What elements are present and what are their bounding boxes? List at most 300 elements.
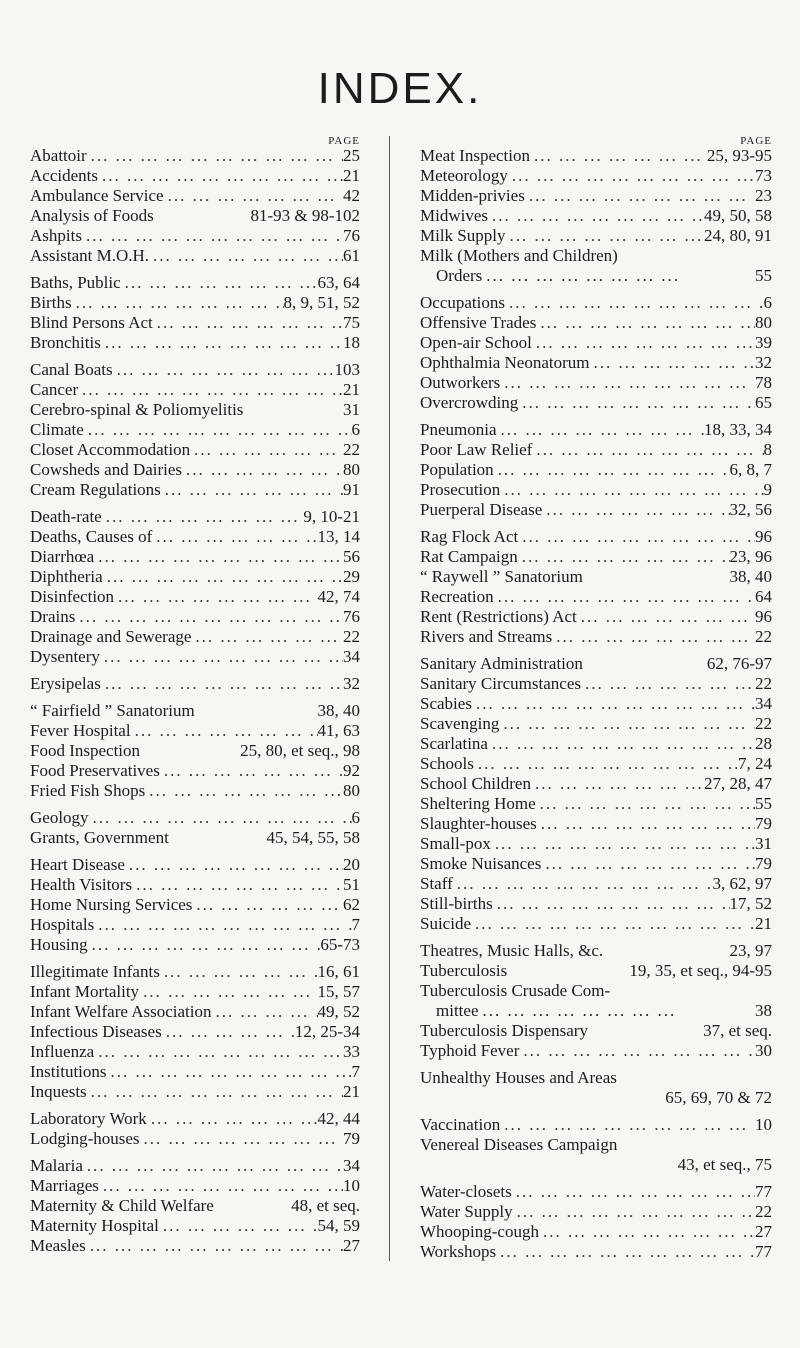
entry-name: “ Raywell ” Sanatorium	[420, 567, 583, 586]
entry-name: Small-pox	[420, 834, 491, 853]
entry-name: Outworkers	[420, 373, 501, 392]
entry-pages: 18, 33, 34	[704, 420, 772, 439]
index-entry	[420, 333, 772, 353]
entry-pages: 21	[343, 380, 360, 399]
leader-dots	[88, 935, 321, 955]
entry-name: Rat Campaign	[420, 547, 518, 566]
entry-name: Occupations	[420, 293, 505, 312]
entry-pages: 23, 96	[729, 547, 772, 566]
index-entry	[30, 1236, 360, 1256]
entry-pages: 20	[343, 855, 360, 874]
index-entry	[30, 962, 360, 982]
entry-name: School Children	[420, 774, 531, 793]
leader-dots	[94, 547, 343, 567]
index-entry	[420, 293, 772, 313]
entry-name: Cancer	[30, 380, 79, 399]
leader-dots	[488, 206, 704, 226]
index-entry	[420, 834, 772, 854]
leader-dots	[488, 734, 755, 754]
entry-name: Marriages	[30, 1176, 99, 1195]
entry-name: Pneumonia	[420, 420, 497, 439]
index-entry	[30, 480, 360, 500]
entry-name: Tuberculosis Dispensary	[420, 1021, 588, 1040]
leader-dots	[182, 460, 343, 480]
index-entry	[420, 353, 772, 373]
entry-name: Venereal Diseases Campaign	[420, 1135, 618, 1154]
entry-name: Orders	[436, 266, 483, 285]
index-entry	[420, 313, 772, 333]
leader-dots	[160, 761, 343, 781]
entry-name: Infant Mortality	[30, 982, 140, 1001]
leader-dots	[101, 333, 343, 353]
entry-name: Inquests	[30, 1082, 87, 1101]
index-entry	[30, 1156, 360, 1176]
entry-name: Unhealthy Houses and Areas	[420, 1068, 617, 1087]
entry-name: Workshops	[420, 1242, 497, 1261]
leader-dots	[192, 895, 343, 915]
leader-dots	[494, 460, 730, 480]
entry-pages: 10	[755, 1115, 772, 1134]
index-entry	[30, 420, 360, 440]
entry-pages: 29	[343, 567, 360, 586]
leader-dots	[152, 527, 317, 547]
leader-dots	[482, 266, 755, 286]
entry-name: Closet Accommodation	[30, 440, 191, 459]
index-entry	[30, 828, 360, 848]
index-entry	[420, 961, 772, 981]
entry-pages: 23, 97	[729, 941, 772, 960]
entry-name: Diarrhœa	[30, 547, 95, 566]
entry-pages: 22	[755, 674, 772, 693]
entry-pages: 21	[755, 914, 772, 933]
entry-name: mittee	[436, 1001, 479, 1020]
entry-pages: 79	[755, 814, 772, 833]
section-gap	[420, 286, 772, 293]
entry-pages: 25, 93-95	[706, 146, 772, 165]
leader-dots	[103, 567, 343, 587]
entry-name: Health Visitors	[30, 875, 133, 894]
entry-name: Scabies	[420, 694, 472, 713]
entry-name: Drainage and Sewerage	[30, 627, 192, 646]
entry-pages: 91	[343, 480, 360, 499]
index-entry	[30, 380, 360, 400]
entry-pages: 34	[343, 647, 360, 666]
section-gap	[30, 955, 360, 962]
entry-name: Scavenging	[420, 714, 500, 733]
index-entry	[30, 627, 360, 647]
leader-dots	[159, 1216, 318, 1236]
index-entry	[420, 654, 772, 674]
index-entry	[30, 875, 360, 895]
index-entry	[420, 1182, 772, 1202]
entry-pages: 92	[343, 761, 360, 780]
index-entry	[420, 1068, 772, 1088]
index-entry	[420, 674, 772, 694]
entry-name: Ambulance Service	[30, 186, 164, 205]
entry-name: Recreation	[420, 587, 494, 606]
entry-name: Influenza	[30, 1042, 95, 1061]
leader-dots	[153, 313, 343, 333]
section-gap	[30, 1149, 360, 1156]
entry-pages: 17, 52	[729, 894, 772, 913]
leader-dots	[525, 186, 755, 206]
entry-name: Assistant M.O.H.	[30, 246, 150, 265]
index-entry	[30, 146, 360, 166]
entry-name: Slaughter-houses	[420, 814, 537, 833]
entry-name: Malaria	[30, 1156, 83, 1175]
section-gap	[30, 667, 360, 674]
index-entry	[30, 226, 360, 246]
entry-name: Typhoid Fever	[420, 1041, 520, 1060]
entry-list-left	[30, 146, 360, 1256]
entry-name: Tuberculosis Crusade Com-	[420, 981, 611, 1000]
entry-pages: 77	[755, 1182, 772, 1201]
index-entry	[420, 914, 772, 934]
entry-pages: 63, 64	[317, 273, 360, 292]
entry-pages: 62	[343, 895, 360, 914]
entry-pages: 21	[343, 1082, 360, 1101]
leader-dots	[494, 587, 755, 607]
leader-dots	[147, 1109, 318, 1129]
index-entry	[30, 166, 360, 186]
section-gap	[420, 1175, 772, 1182]
entry-pages: 34	[755, 694, 772, 713]
entry-name: Home Nursing Services	[30, 895, 193, 914]
entry-name: Ophthalmia Neonatorum	[420, 353, 590, 372]
index-entry	[30, 1129, 360, 1149]
entry-name: Laboratory Work	[30, 1109, 147, 1128]
index-entry	[30, 1216, 360, 1236]
entry-pages: 7	[351, 915, 360, 934]
leader-dots	[211, 1002, 317, 1022]
entry-name: Vaccination	[420, 1115, 501, 1134]
index-entry	[420, 1115, 772, 1135]
index-entry	[30, 527, 360, 547]
leader-dots	[497, 420, 705, 440]
index-entry	[30, 360, 360, 380]
section-gap	[30, 1102, 360, 1109]
entry-name: Dysentery	[30, 647, 100, 666]
entry-name: Analysis of Foods	[30, 206, 154, 225]
index-entry	[30, 313, 360, 333]
entry-name: Prosecution	[420, 480, 501, 499]
index-entry	[30, 246, 360, 266]
index-entry	[30, 400, 360, 420]
leader-dots	[471, 914, 755, 934]
leader-dots	[190, 440, 343, 460]
entry-name: Overcrowding	[420, 393, 519, 412]
entry-pages: 8	[763, 440, 772, 459]
entry-pages: 61	[343, 246, 360, 265]
entry-pages: 41, 63	[317, 721, 360, 740]
entry-name: Fried Fish Shops	[30, 781, 146, 800]
column-divider	[389, 136, 390, 1261]
entry-pages: 22	[755, 714, 772, 733]
entry-pages: 22	[755, 1202, 772, 1221]
entry-name: Infant Welfare Association	[30, 1002, 212, 1021]
leader-dots	[541, 854, 755, 874]
leader-dots	[162, 1022, 295, 1042]
entry-name: Blind Persons Act	[30, 313, 153, 332]
entry-pages: 75	[343, 313, 360, 332]
leader-dots	[500, 373, 755, 393]
index-entry	[30, 333, 360, 353]
index-entry	[420, 373, 772, 393]
entry-pages: 22	[343, 627, 360, 646]
index-entry	[30, 1196, 360, 1216]
entry-pages: 7	[351, 1062, 360, 1081]
index-entry	[420, 814, 772, 834]
index-entry	[420, 981, 772, 1001]
leader-dots	[537, 814, 755, 834]
entry-name: Rivers and Streams	[420, 627, 553, 646]
index-entry	[30, 186, 360, 206]
entry-pages: 65	[755, 393, 772, 412]
leader-dots	[100, 647, 343, 667]
entry-name: Heart Disease	[30, 855, 125, 874]
leader-dots	[131, 721, 318, 741]
entry-name: Erysipelas	[30, 674, 101, 693]
index-entry-continuation	[420, 266, 772, 286]
entry-name: Maternity Hospital	[30, 1216, 159, 1235]
index-entry	[30, 607, 360, 627]
index-entry	[420, 774, 772, 794]
entry-name: Midden-privies	[420, 186, 525, 205]
index-entry	[30, 982, 360, 1002]
leader-dots	[519, 1041, 755, 1061]
leader-dots	[161, 480, 343, 500]
leader-dots	[552, 627, 755, 647]
entry-list-right	[420, 146, 772, 1262]
entry-pages: 32	[755, 353, 772, 372]
section-gap	[30, 266, 360, 273]
entry-name: Climate	[30, 420, 84, 439]
leader-dots	[132, 875, 343, 895]
leader-dots	[491, 834, 755, 854]
entry-pages: 55	[755, 794, 772, 813]
entry-pages: 77	[755, 1242, 772, 1261]
leader-dots	[542, 500, 729, 520]
entry-name: Abattoir	[30, 146, 87, 165]
entry-name: Maternity & Child Welfare	[30, 1196, 214, 1215]
section-gap	[30, 500, 360, 507]
index-entry	[420, 1222, 772, 1242]
index-entry	[30, 440, 360, 460]
entry-pages: 32	[343, 674, 360, 693]
page-column-label: PAGE	[740, 135, 772, 147]
entry-name: Diphtheria	[30, 567, 103, 586]
entry-pages: 15, 57	[317, 982, 360, 1001]
leader-dots	[536, 313, 755, 333]
entry-name: Housing	[30, 935, 88, 954]
entry-name: Lodging-houses	[30, 1129, 140, 1148]
entry-pages: 39	[755, 333, 772, 352]
entry-pages: 64	[755, 587, 772, 606]
entry-pages: 9	[763, 480, 772, 499]
index-entry	[420, 794, 772, 814]
index-entry	[420, 874, 772, 894]
index-entry	[30, 547, 360, 567]
entry-name: Water-closets	[420, 1182, 512, 1201]
index-entry	[30, 781, 360, 801]
entry-name: Milk (Mothers and Children)	[420, 246, 618, 265]
entry-pages: 28	[755, 734, 772, 753]
leader-dots	[472, 694, 755, 714]
entry-pages: 19, 35, et seq., 94-95	[629, 961, 772, 980]
entry-pages: 55	[755, 266, 772, 285]
leader-dots	[478, 1001, 755, 1021]
leader-dots	[87, 1082, 343, 1102]
leader-dots	[94, 915, 351, 935]
index-entry	[420, 587, 772, 607]
index-entry	[420, 420, 772, 440]
leader-dots	[508, 166, 755, 186]
leader-dots	[191, 627, 343, 647]
leader-dots	[101, 674, 343, 694]
index-entry	[30, 721, 360, 741]
section-gap	[420, 1061, 772, 1068]
entry-name: Population	[420, 460, 494, 479]
entry-pages: 48, et seq.	[291, 1196, 360, 1215]
entry-name: Disinfection	[30, 587, 115, 606]
entry-name: Accidents	[30, 166, 98, 185]
entry-pages: 34	[343, 1156, 360, 1175]
leader-dots	[474, 754, 738, 774]
entry-pages: 22	[343, 440, 360, 459]
index-entry	[420, 694, 772, 714]
entry-pages: 21	[343, 166, 360, 185]
leader-dots	[518, 393, 755, 413]
leader-dots	[518, 547, 730, 567]
entry-name: Offensive Trades	[420, 313, 537, 332]
entry-pages: 25	[343, 146, 360, 165]
index-entry	[420, 206, 772, 226]
entry-name: Tuberculosis	[420, 961, 508, 980]
entry-pages: 38, 40	[317, 701, 360, 720]
entry-name: Poor Law Relief	[420, 440, 533, 459]
index-title: INDEX.	[317, 64, 483, 113]
entry-pages: 96	[755, 607, 772, 626]
leader-dots	[86, 1236, 343, 1256]
leader-dots	[513, 1202, 755, 1222]
entry-pages: 80	[343, 460, 360, 479]
entry-pages: 27, 28, 47	[704, 774, 772, 793]
leader-dots	[94, 1042, 343, 1062]
leader-dots	[98, 166, 343, 186]
index-entry	[420, 754, 772, 774]
entry-pages: 27	[343, 1236, 360, 1255]
entry-pages: 54, 59	[317, 1216, 360, 1235]
entry-pages: 16, 61	[317, 962, 360, 981]
entry-name: Food Preservatives	[30, 761, 160, 780]
entry-name: Cream Regulations	[30, 480, 161, 499]
section-gap	[420, 934, 772, 941]
entry-pages: 13, 14	[317, 527, 360, 546]
section-gap	[30, 801, 360, 808]
entry-pages: 42	[343, 186, 360, 205]
leader-dots	[149, 246, 343, 266]
leader-dots	[512, 1182, 755, 1202]
index-entry-continuation: 43, et seq., 75	[677, 1155, 772, 1174]
entry-name: Meteorology	[420, 166, 508, 185]
index-entry	[420, 166, 772, 186]
index-entry-continuation	[420, 1001, 772, 1021]
index-entry	[30, 935, 360, 955]
entry-name: Midwives	[420, 206, 488, 225]
index-entry	[420, 607, 772, 627]
index-entry	[30, 855, 360, 875]
entry-name: Cerebro-spinal & Poliomyelitis	[30, 400, 244, 419]
entry-pages: 6	[763, 293, 772, 312]
index-entry	[30, 206, 360, 226]
entry-pages: 73	[755, 166, 772, 185]
entry-pages: 76	[343, 226, 360, 245]
index-column-left	[30, 134, 360, 1256]
index-entry	[420, 480, 772, 500]
leader-dots	[531, 774, 704, 794]
entry-pages: 45, 54, 55, 58	[266, 828, 360, 847]
index-entry	[30, 915, 360, 935]
entry-name: Fever Hospital	[30, 721, 131, 740]
leader-dots	[107, 1062, 352, 1082]
leader-dots	[160, 962, 318, 982]
entry-pages: 3, 62, 97	[712, 874, 772, 893]
index-entry	[420, 1202, 772, 1222]
index-entry	[420, 500, 772, 520]
leader-dots	[539, 1222, 755, 1242]
entry-pages: 33	[343, 1042, 360, 1061]
leader-dots	[590, 353, 756, 373]
leader-dots	[121, 273, 318, 293]
entry-name: Schools	[420, 754, 474, 773]
entry-pages: 80	[343, 781, 360, 800]
index-entry-continuation: 65, 69, 70 & 72	[665, 1088, 772, 1107]
entry-pages: 42, 74	[317, 587, 360, 606]
section-gap	[420, 520, 772, 527]
entry-pages: 42, 44	[317, 1109, 360, 1128]
entry-name: Scarlatina	[420, 734, 488, 753]
index-entry	[30, 507, 360, 527]
entry-pages: 37, et seq.	[703, 1021, 772, 1040]
index-entry	[420, 186, 772, 206]
leader-dots	[102, 507, 304, 527]
entry-name: Still-births	[420, 894, 493, 913]
index-entry	[30, 587, 360, 607]
entry-name: Deaths, Causes of	[30, 527, 153, 546]
leader-dots	[72, 293, 284, 313]
index-entry	[30, 460, 360, 480]
index-entry	[30, 567, 360, 587]
index-entry	[420, 714, 772, 734]
entry-name: Ashpits	[30, 226, 82, 245]
entry-name: Canal Boats	[30, 360, 113, 379]
entry-pages: 7, 24	[738, 754, 772, 773]
leader-dots	[577, 607, 755, 627]
entry-name: Theatres, Music Halls, &c.	[420, 941, 604, 960]
index-entry	[420, 1041, 772, 1061]
entry-name: Smoke Nuisances	[420, 854, 542, 873]
leader-dots	[506, 226, 705, 246]
index-entry	[420, 246, 772, 266]
leader-dots	[453, 874, 713, 894]
entry-pages: 56	[343, 547, 360, 566]
entry-pages: 32, 56	[729, 500, 772, 519]
index-entry	[30, 674, 360, 694]
index-column-right	[420, 134, 772, 1262]
index-entry	[420, 547, 772, 567]
entry-name: Sheltering Home	[420, 794, 536, 813]
index-entry	[420, 440, 772, 460]
